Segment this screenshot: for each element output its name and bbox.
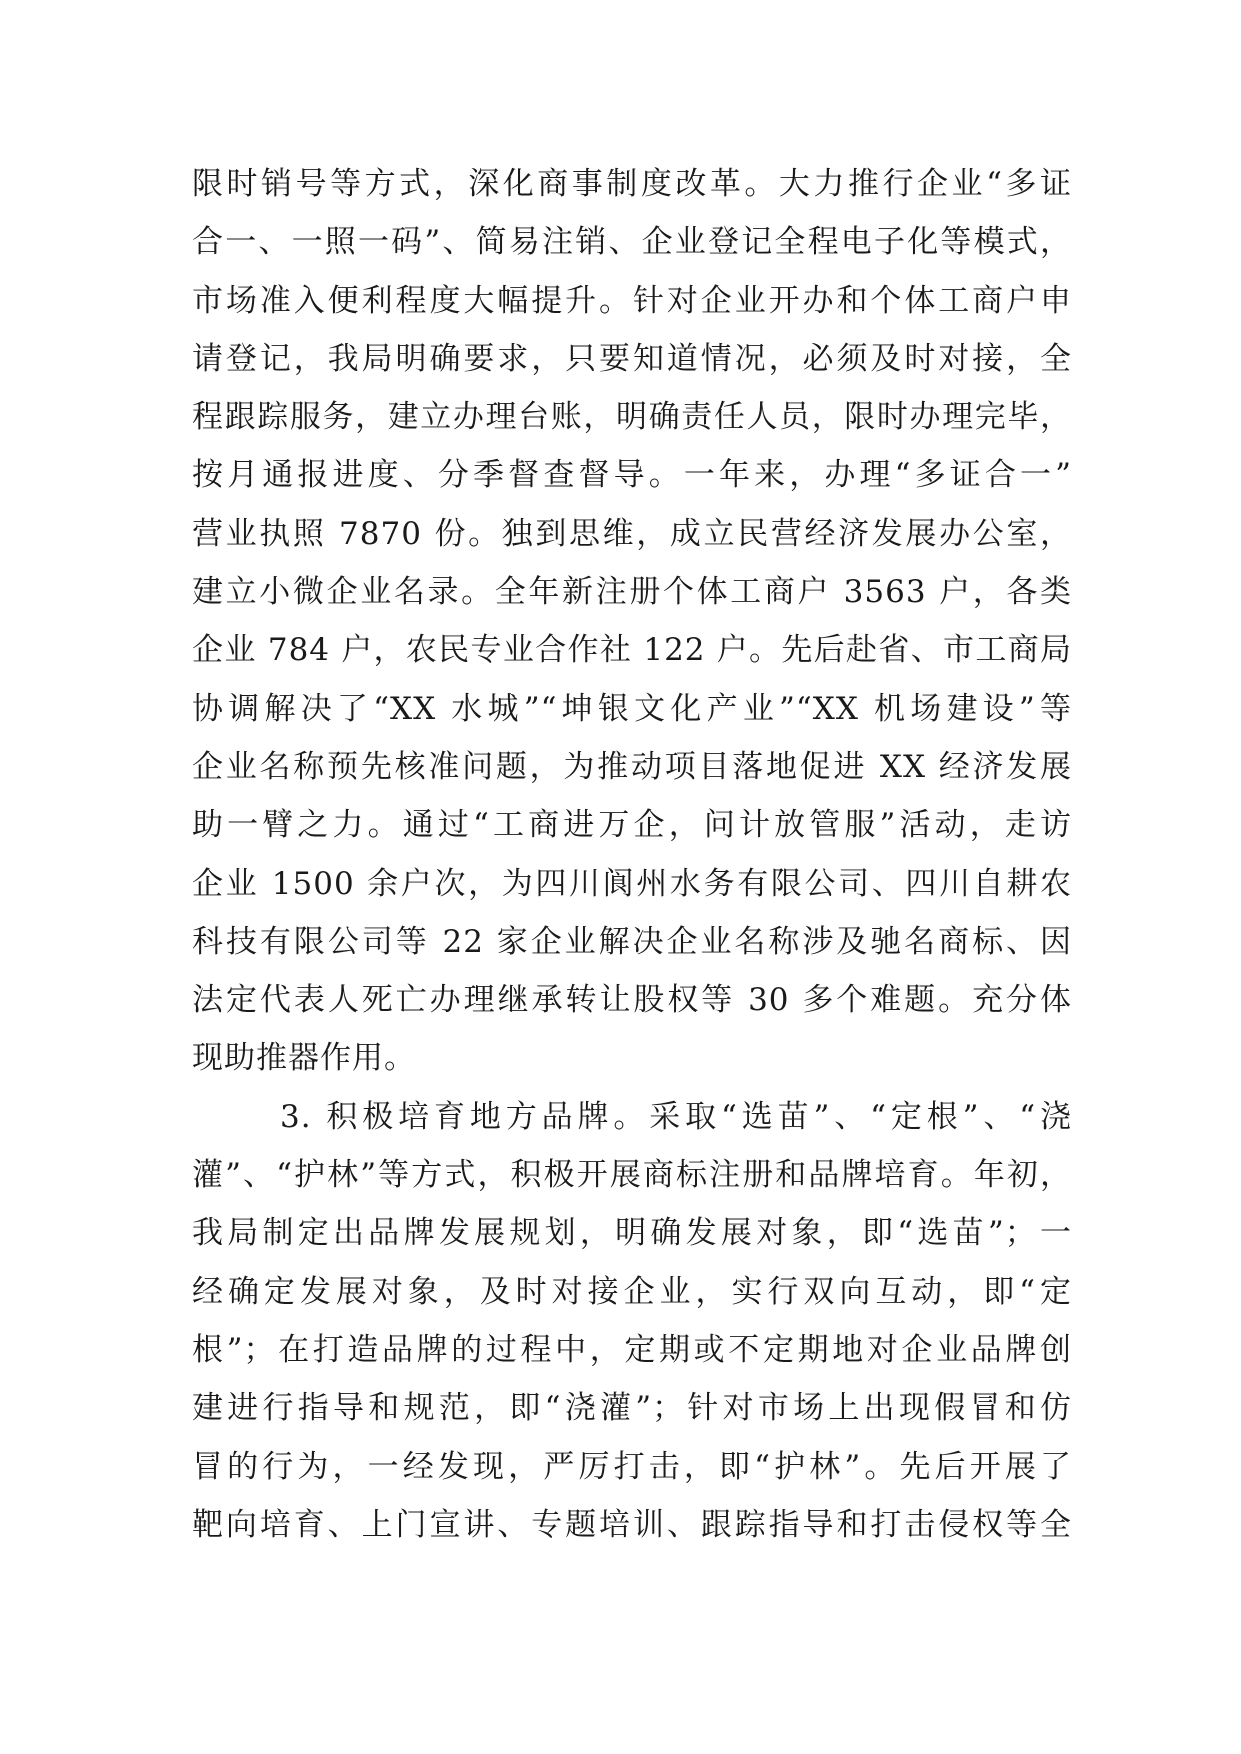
text-line: 灌”、“护林”等方式，积极开展商标注册和品牌培育。年初， (192, 1157, 1072, 1194)
text-line: 按月通报进度、分季督查督导。一年来，办理“多证合一” (192, 457, 1072, 494)
body-text (192, 155, 1072, 1554)
text-line: 根”；在打造品牌的过程中，定期或不定期地对企业品牌创 (192, 1331, 1072, 1368)
text-line: 法定代表人死亡办理继承转让股权等 30 多个难题。充分体 (192, 982, 1072, 1019)
text-line: 限时销号等方式，深化商事制度改革。大力推行企业“多证 (192, 166, 1072, 202)
text-line: 经确定发展对象，及时对接企业，实行双向互动，即“定 (192, 1273, 1072, 1310)
paragraph-end-line: 现助推器作用。 (192, 1040, 416, 1077)
text-line: 营业执照 7870 份。独到思维，成立民营经济发展办公室， (192, 515, 1072, 552)
text-line: 程跟踪服务，建立办理台账，明确责任人员，限时办理完毕， (192, 399, 1072, 436)
text-line: 企业 1500 余户次，为四川阆州水务有限公司、四川自耕农 (192, 865, 1072, 902)
text-line: 建立小微企业名录。全年新注册个体工商户 3563 户，各类 (192, 574, 1072, 611)
text-line: 建进行指导和规范，即“浇灌”；针对市场上出现假冒和仿 (192, 1390, 1072, 1427)
text-line: 企业 784 户，农民专业合作社 122 户。先后赴省、市工商局 (192, 632, 1072, 669)
text-line: 合一、一照一码”、简易注销、企业登记全程电子化等模式， (192, 224, 1072, 261)
text-line: 市场准入便利程度大幅提升。针对企业开办和个体工商户申 (192, 282, 1072, 319)
text-line: 冒的行为，一经发现，严厉打击，即“护林”。先后开展了 (192, 1448, 1072, 1485)
text-line: 企业名称预先核准问题，为推动项目落地促进 XX 经济发展 (192, 748, 1072, 785)
text-line: 靶向培育、上门宣讲、专题培训、跟踪指导和打击侵权等全 (192, 1506, 1072, 1543)
text-line: 我局制定出品牌发展规划，明确发展对象，即“选苗”；一 (192, 1215, 1072, 1252)
section-heading-line: 3. 积极培育地方品牌。采取“选苗”、“定根”、“浇 (280, 1098, 1072, 1135)
text-line: 协调解决了“XX 水城”“坤银文化产业”“XX 机场建设”等 (192, 690, 1072, 727)
text-line: 科技有限公司等 22 家企业解决企业名称涉及驰名商标、因 (192, 923, 1072, 960)
text-line: 请登记，我局明确要求，只要知道情况，必须及时对接，全 (192, 340, 1072, 377)
text-line: 助一臂之力。通过“工商进万企，问计放管服”活动，走访 (192, 807, 1072, 844)
